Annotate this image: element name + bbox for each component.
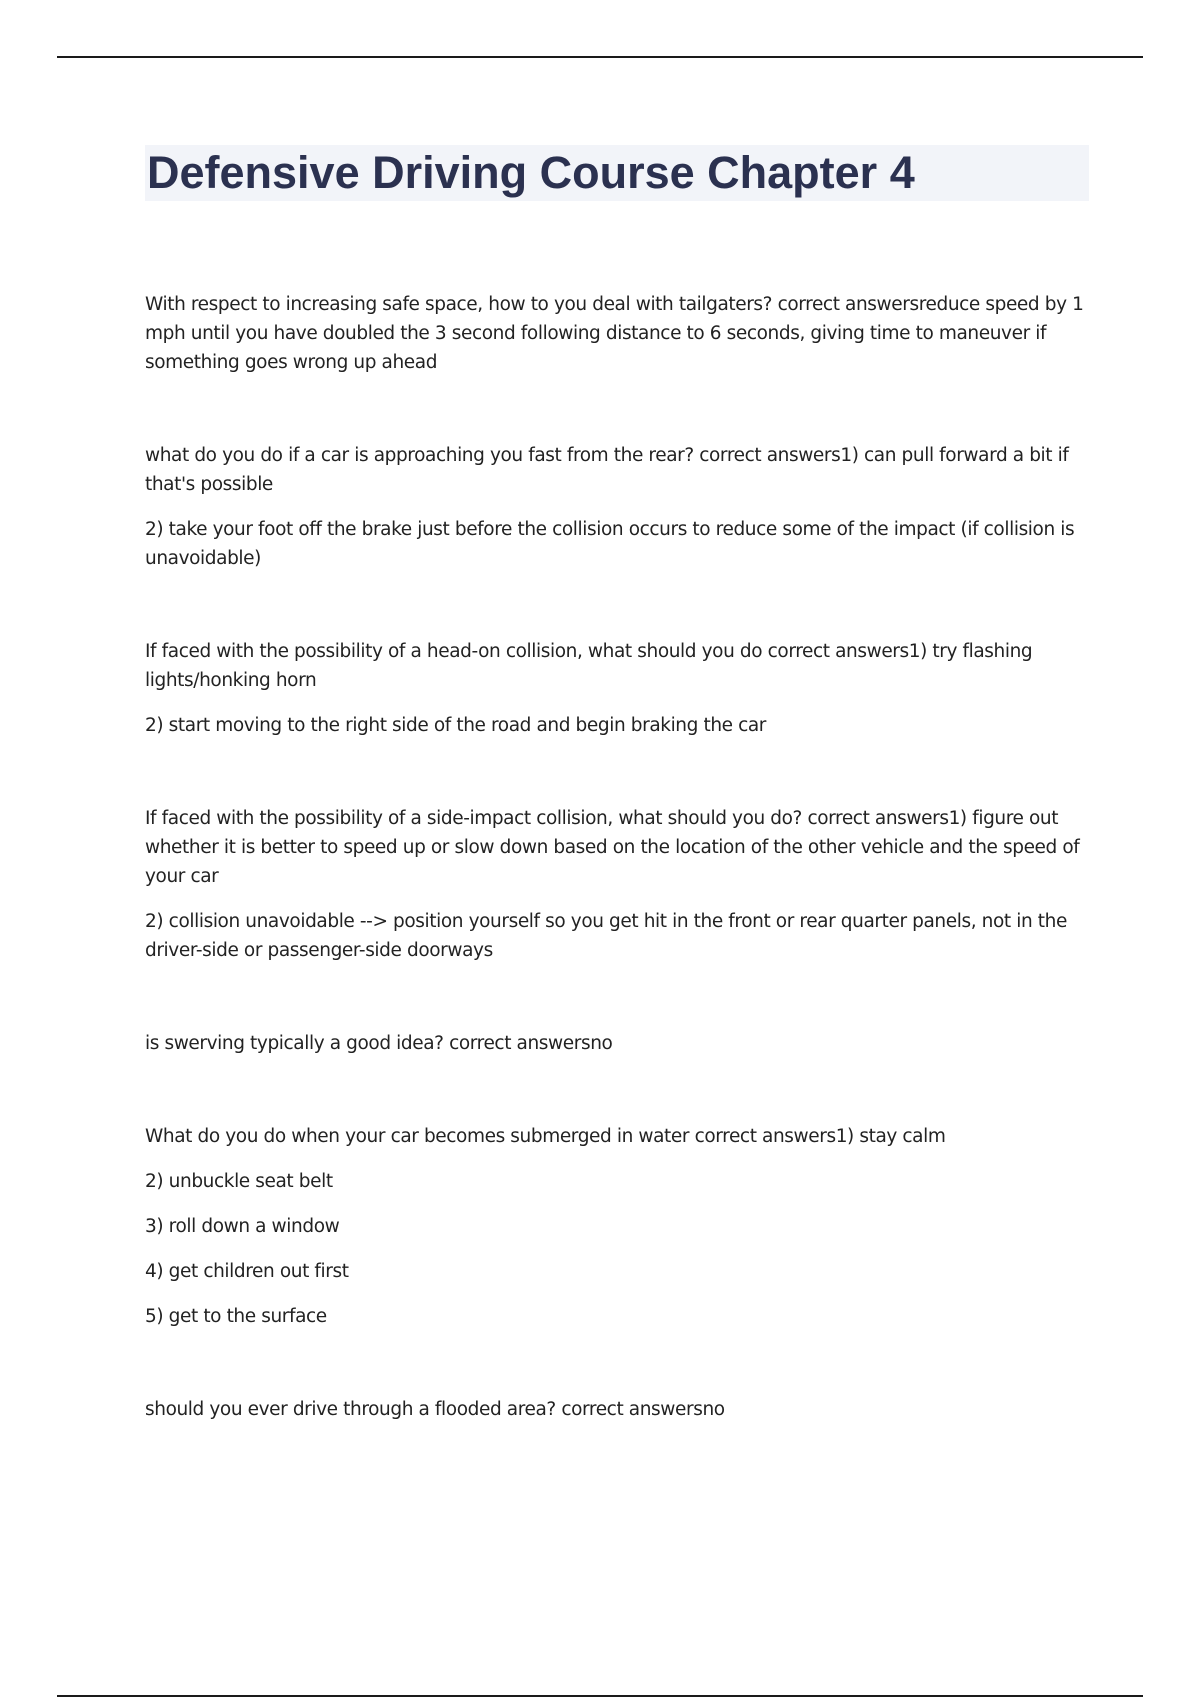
qa-paragraph: 3) roll down a window: [145, 1216, 340, 1237]
qa-paragraph: 2) unbuckle seat belt: [145, 1171, 333, 1192]
qa-paragraph: 2) start moving to the right side of the road and begin braking the car: [145, 715, 767, 736]
qa-paragraph: what do you do if a car is approaching you fast from the rear? correct answers1) can pull forward a bit if that's possible: [145, 445, 1069, 495]
qa-item-swerving: [145, 1029, 1089, 1058]
qa-paragraph: What do you do when your car becomes submerged in water correct answers1) stay calm: [145, 1126, 946, 1147]
qa-paragraph: 5) get to the surface: [145, 1306, 327, 1327]
qa-item-head-on: [145, 637, 1089, 740]
top-rule: [57, 56, 1143, 58]
qa-paragraph: 2) collision unavoidable --> position yourself so you get hit in the front or rear quarter panels, not in the driver-side or passenger-side doorways: [145, 911, 1067, 961]
qa-paragraph: is swerving typically a good idea? correct answersno: [145, 1033, 613, 1054]
qa-paragraph: If faced with the possibility of a side-impact collision, what should you do? correct answers1) figure out whether it is better to speed up or slow down based on the location of the other vehicle and the speed of your car: [145, 808, 1080, 887]
qa-paragraph: 2) take your foot off the brake just before the collision occurs to reduce some of the impact (if collision is unavoidable): [145, 519, 1075, 569]
qa-paragraph: 4) get children out first: [145, 1261, 349, 1282]
qa-item-tailgaters: [145, 290, 1089, 377]
page-title: Defensive Driving Course Chapter 4: [147, 147, 915, 198]
title-banner: [145, 145, 1089, 201]
qa-list: [145, 290, 1089, 1488]
qa-item-side-impact: [145, 804, 1089, 965]
qa-paragraph: With respect to increasing safe space, how to you deal with tailgaters? correct answersreduce speed by 1 mph until you have doubled the 3 second following distance to 6 seconds, giving time to maneuver if something goes wrong up ahead: [145, 294, 1084, 373]
qa-item-flooded-area: [145, 1395, 1089, 1424]
qa-paragraph: If faced with the possibility of a head-on collision, what should you do correct answers1) try flashing lights/honking horn: [145, 641, 1033, 691]
qa-item-submerged: [145, 1122, 1089, 1331]
bottom-rule: [57, 1695, 1143, 1697]
qa-paragraph: should you ever drive through a flooded area? correct answersno: [145, 1399, 725, 1420]
qa-item-rear-approach: [145, 441, 1089, 573]
